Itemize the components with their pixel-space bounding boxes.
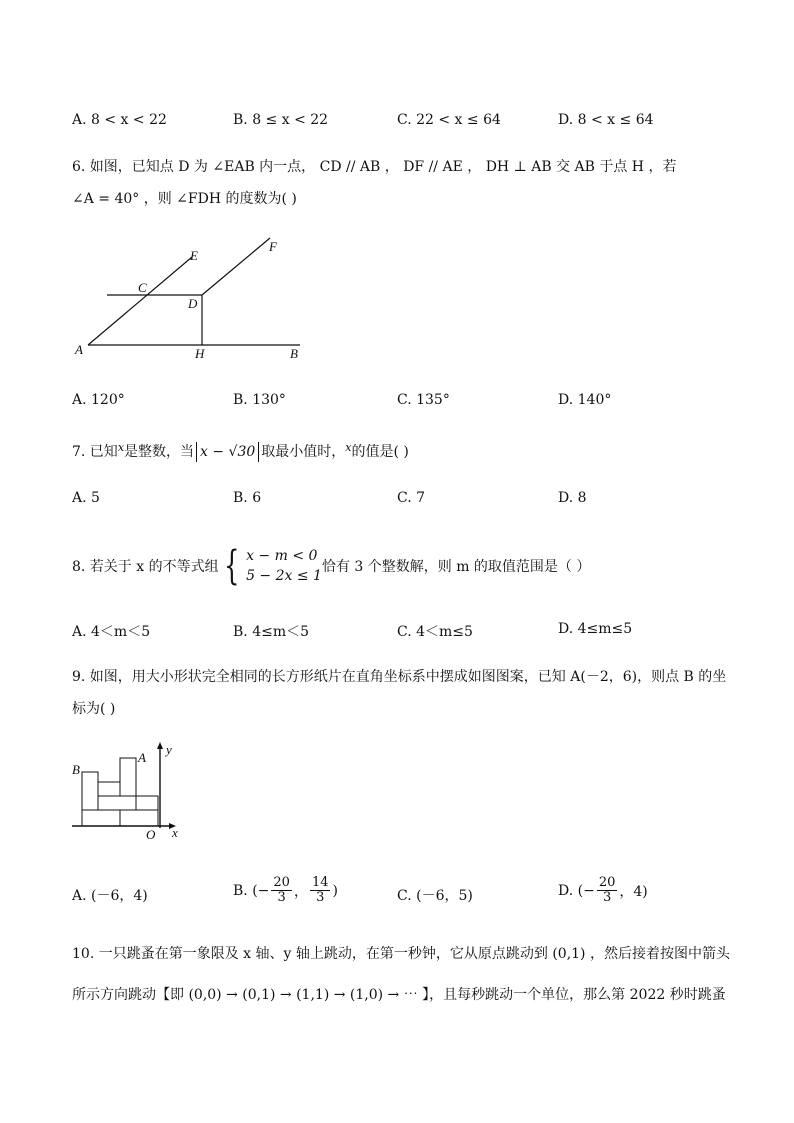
- rect-vertical-right: [120, 758, 136, 796]
- q9-option-b: B. (− $\frac{20}{3}$ ， $\frac{14}{3}$ ): [233, 875, 338, 905]
- q8-stem: 8. 若关于 x 的不等式组 { x − m < 0 5 − 2x ≤ 1 恰有 3 个整数解，则 m 的取值范围是（ ）: [72, 543, 591, 589]
- rect-right-small: [136, 796, 158, 810]
- q9-option-c: C. (－6，5): [397, 888, 473, 904]
- label-b: B: [72, 762, 80, 777]
- q9-stem-line2: 标为( ): [72, 701, 116, 717]
- label-o: O: [146, 827, 156, 842]
- rect-bottom-left: [82, 810, 120, 826]
- q5-option-d: D. 8 < x ≤ 64: [558, 112, 654, 128]
- q10-stem-line2: 所示方向跳动【即 (0,0) → (0,1) → (1,1) → (1,0) → ⋯ 】，且每秒跳动一个单位，那么第 2022 秒时跳蚤: [72, 987, 726, 1003]
- q5-option-b: B. 8 ≤ x < 22: [233, 112, 329, 128]
- q7-option-b: B. 6: [233, 490, 262, 506]
- label-f: F: [269, 239, 277, 254]
- abs-expression: x − √30: [196, 442, 259, 462]
- line-df: [202, 238, 270, 295]
- rect-bottom-right: [120, 810, 158, 826]
- q9-stem-line1: 9. 如图，用大小形状完全相同的长方形纸片在直角坐标系中摆成如图图案，已知 A(－2，6)，则点 B 的坐: [72, 669, 727, 685]
- rect-middle-upper: [98, 782, 120, 796]
- q6-option-d: D. 140°: [558, 392, 612, 408]
- label-a: A: [138, 750, 146, 765]
- q6-stem-line1: 6. 如图，已知点 D 为 ∠EAB 内一点， CD // AB ， DF // AE ， DH ⊥ AB 交 AB 于点 H ，若: [72, 159, 677, 175]
- label-a: A: [75, 342, 83, 357]
- label-c: C: [138, 280, 147, 295]
- q8-option-c: C. 4＜m≤5: [397, 624, 473, 640]
- q9-figure: [68, 738, 188, 843]
- q10-stem-line1: 10. 一只跳蚤在第一象限及 x 轴、y 轴上跳动，在第一秒钟，它从原点跳动到 (0,1) ，然后接着按图中箭头: [72, 946, 730, 962]
- q6-option-a: A. 120°: [72, 392, 125, 408]
- label-x: x: [172, 825, 178, 840]
- label-y: y: [166, 742, 172, 757]
- label-d: D: [188, 296, 198, 311]
- q6-option-b: B. 130°: [233, 392, 286, 408]
- rect-vertical-left: [82, 772, 98, 810]
- label-h: H: [195, 346, 205, 361]
- q7-option-c: C. 7: [397, 490, 426, 506]
- label-b: B: [290, 346, 298, 361]
- y-axis-arrow: [157, 742, 163, 749]
- q5-option-c: C. 22 < x ≤ 64: [397, 112, 501, 128]
- rect-middle-lower: [98, 796, 136, 810]
- label-e: E: [190, 248, 198, 263]
- q7-option-d: D. 8: [558, 490, 587, 506]
- q8-option-a: A. 4＜m＜5: [72, 624, 151, 640]
- q6-stem-line2: ∠A = 40° ，则 ∠FDH 的度数为( ): [72, 191, 297, 207]
- q8-option-d: D. 4≤m≤5: [558, 621, 633, 637]
- q8-option-b: B. 4≤m＜5: [233, 624, 310, 640]
- q9-option-d: D. (− $\frac{20}{3}$ ，4): [558, 875, 648, 905]
- q5-option-a: A. 8 < x < 22: [72, 112, 167, 128]
- q9-option-a: A. (－6，4): [72, 888, 148, 904]
- q6-figure: [60, 230, 320, 365]
- q7-option-a: A. 5: [72, 490, 100, 506]
- q7-stem: 7. 已知$^x$是整数，当 x − √30 取最小值时，$^x$的值是( ): [72, 441, 409, 460]
- inequality-system: { x − m < 0 5 − 2x ≤ 1: [223, 543, 322, 589]
- line-ae: [88, 257, 192, 345]
- q6-option-c: C. 135°: [397, 392, 450, 408]
